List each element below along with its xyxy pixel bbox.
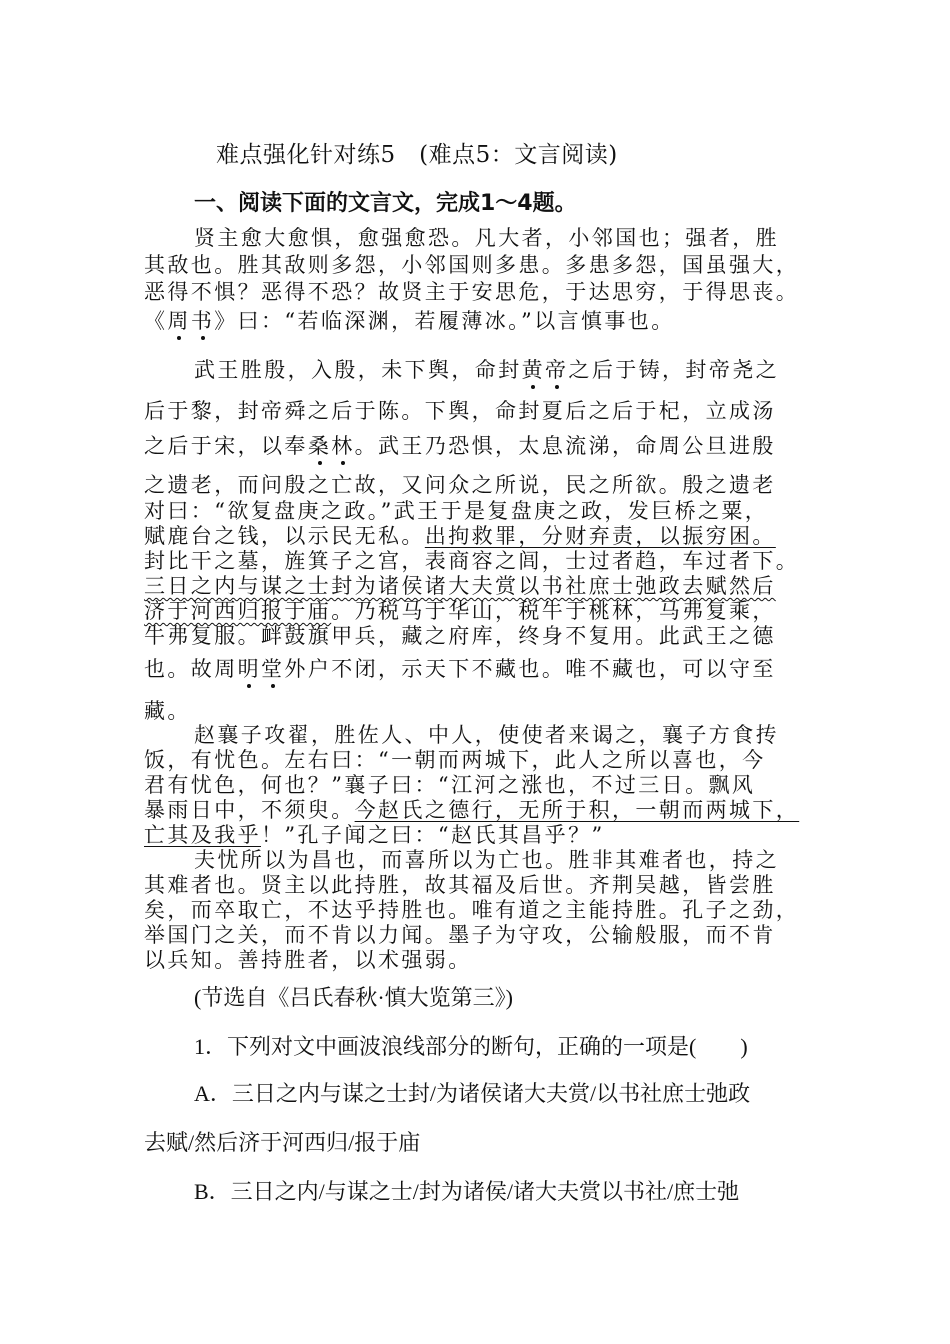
passage-line: 贤主愈大愈惧，愈强愈恐。凡大者，小邻国也；强者，胜 [194,226,779,250]
emphasis-dot-char: 林 [331,434,355,458]
section-heading: 一、阅读下面的文言文，完成1～4题。 [194,191,577,216]
emphasis-dot-char: 桑 [307,434,332,458]
passage-line: 其难者也。贤主以此持胜，故其福及后世。齐荆吴越，皆尝胜 [144,873,776,897]
emphasis-dot-char: 周 [167,309,191,333]
passage-line: 饭，有忧色。左右曰：“一朝而两城下，此人之所以喜也，今 [144,748,766,772]
passage-line: 也。故周明堂外户不闭，示天下不藏也。唯不藏也，可以守至 [144,657,776,681]
passage-line: 牛弗复服。衅鼓旗甲兵，藏之府库，终身不复用。此武王之德 [144,624,776,648]
passage-line: 亡其及我乎！”孔子闻之曰：“赵氏其昌乎？” [144,823,605,847]
passage-line: 封比干之墓，旌箕子之宫，表商容之闾，士过者趋，车过者下。 [144,549,800,573]
passage-line: 赵襄子攻翟，胜佐人、中人，使使者来谒之，襄子方食抟 [194,723,779,747]
passage-line: 矣，而卒取亡，不达乎持胜也。唯有道之主能持胜。孔子之劲， [144,898,800,922]
passage-line: 暴雨日中，不须臾。今赵氏之德行，无所于积，一朝而两城下， [144,798,800,822]
emphasis-dot-char: 堂 [261,657,285,681]
passage-line: 之遗老，而问殷之亡故，又问众之所说，民之所欲。殷之遗老 [144,473,776,497]
emphasis-dot-char: 书 [190,309,215,333]
passage-line: 举国门之关，而不肯以力闻。墨子为守攻，公输般服，而不肯 [144,923,776,947]
passage-line: 之后于宋，以奉桑林。武王乃恐惧，太息流涕，命周公旦进殷 [144,434,776,458]
passage-line: 济于河西归报于庙。乃税马于华山，税牛于桃林，马弗复乘， [144,599,776,623]
source-citation: (节选自《吕氏春秋·慎大览第三》) [194,985,513,1010]
passage-line: 其敌也。胜其敌则多怨，小邻国则多患。多患多怨，国虽强大， [144,253,800,277]
passage-line: 对曰：“欲复盘庚之政。”武王于是复盘庚之政，发巨桥之粟， [144,499,769,523]
underlined-passage: 亡其及我乎 [144,823,261,847]
passage-line: 夫忧所以为昌也，而喜所以为亡也。胜非其难者也，持之 [194,848,779,872]
emphasis-dot-char: 黄 [521,358,546,382]
passage-line: 君有忧色，何也？”襄子曰：“江河之涨也，不过三日。飘风 [144,773,756,797]
option-a-line-1: A．三日之内与谋之士封/为诸侯诸大夫赏/以书社庶士弛政 [194,1081,751,1106]
passage-line: 藏。 [144,699,191,723]
option-a-line-2: 去赋/然后济于河西归/报于庙 [144,1130,421,1155]
passage-line: 后于黎，封帝舜之后于陈。下舆，命封夏后之后于杞，立成汤 [144,399,776,423]
page-title: 难点强化针对练5 (难点5：文言阅读) [216,142,618,168]
question-stem: 1．下列对文中画波浪线部分的断句，正确的一项是( ) [194,1034,748,1059]
passage-line: 赋鹿台之钱，以示民无私。出拘救罪，分财弃责，以振穷困。 [144,524,776,548]
passage-line: 恶得不惧？恶得不恐？故贤主于安思危，于达思穷，于得思丧。 [144,280,800,304]
emphasis-dot-char: 明 [237,657,262,681]
underlined-passage: 出拘救罪，分财弃责，以振穷困。 [424,524,776,548]
wavy-underlined-passage: 济于河西归报于庙 [144,599,332,623]
option-b-line-1: B．三日之内/与谋之士/封为诸侯/诸大夫赏以书社/庶士弛 [194,1179,740,1204]
emphasis-dot-char: 帝 [545,358,569,382]
passage-line: 《周书》曰：“若临深渊，若履薄冰。”以言慎事也。 [144,309,675,333]
underlined-passage: 今赵氏之德行，无所于积，一朝而两城下， [354,798,800,822]
passage-line: 以兵知。善持胜者，以术强弱。 [144,948,472,972]
passage-line [144,573,814,599]
wavy-underlined-passage: 三日之内与谋之士封为诸侯诸大夫赏以书社庶士弛政去赋然后 [144,574,776,598]
passage-line: 武王胜殷，入殷，未下舆，命封黄帝之后于铸，封帝尧之 [194,358,780,382]
